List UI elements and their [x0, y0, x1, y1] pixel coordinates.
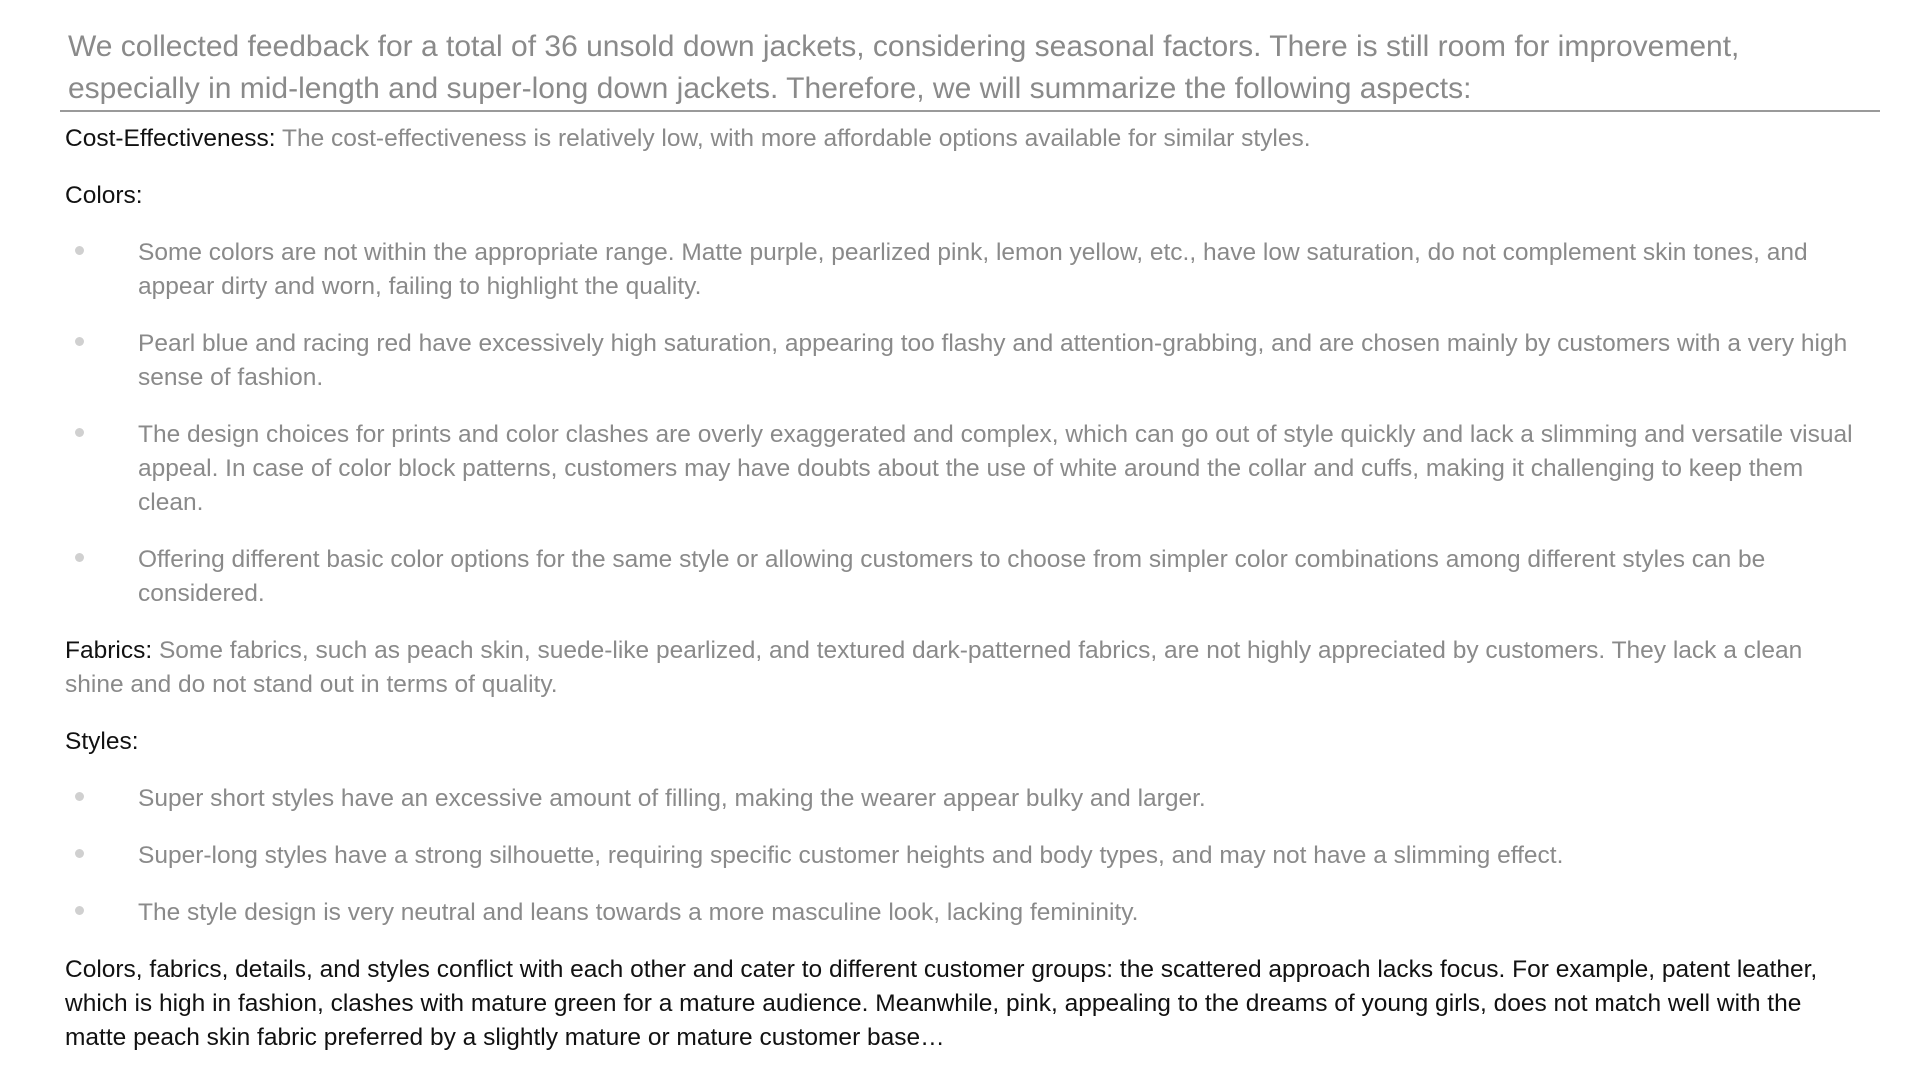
fabrics-text: Some fabrics, such as peach skin, suede-like pearlized, and textured dark-patterned fabrics, are not highly appreciated by customers. They lack a clean shine and do not stand out in terms of quality. — [65, 637, 1803, 698]
colors-item-text: Offering different basic color options for the same style or allowing customers to choose from simpler color combinations among different styles can be considered. — [138, 546, 1766, 607]
list-item — [65, 236, 1860, 304]
feedback-content — [65, 122, 1860, 1078]
list-item — [65, 418, 1860, 520]
bullet-dot-icon — [75, 553, 84, 562]
list-item — [65, 839, 1860, 873]
colors-label: Colors: — [65, 182, 143, 209]
cost-effectiveness-text: The cost-effectiveness is relatively low, with more affordable options available for similar styles. — [275, 125, 1311, 152]
summary-heading: We collected feedback for a total of 36 unsold down jackets, considering seasonal factors. There is still room for improvement, especially in mid-length and super-long down jackets. Therefore, we will summarize the following aspects: — [68, 30, 1740, 105]
bullet-dot-icon — [75, 428, 84, 437]
bullet-dot-icon — [75, 246, 84, 255]
colors-list — [65, 236, 1860, 611]
colors-item-text: Pearl blue and racing red have excessively high saturation, appearing too flashy and attention-grabbing, and are chosen mainly by customers with a very high sense of fashion. — [138, 330, 1848, 391]
colors-label-paragraph — [65, 179, 1860, 213]
fabrics-label: Fabrics: — [65, 637, 153, 664]
bullet-dot-icon — [75, 849, 84, 858]
styles-label-paragraph — [65, 725, 1860, 759]
bullet-dot-icon — [75, 792, 84, 801]
list-item — [65, 543, 1860, 611]
heading-divider — [60, 110, 1880, 112]
colors-item-text: Some colors are not within the appropriate range. Matte purple, pearlized pink, lemon yellow, etc., have low saturation, do not complement skin tones, and appear dirty and worn, failing to highlight the quality. — [138, 239, 1808, 300]
bullet-dot-icon — [75, 337, 84, 346]
styles-label: Styles: — [65, 728, 139, 755]
list-item — [65, 782, 1860, 816]
list-item — [65, 327, 1860, 395]
list-item — [65, 896, 1860, 930]
styles-item-text: The style design is very neutral and leans towards a more masculine look, lacking femininity. — [138, 899, 1139, 926]
cost-effectiveness-paragraph — [65, 122, 1860, 156]
colors-item-text: The design choices for prints and color clashes are overly exaggerated and complex, which can go out of style quickly and lack a slimming and versatile visual appeal. In case of color block patterns, customers may have doubts about the use of white around the collar and cuffs, making it challenging to keep them clean. — [138, 421, 1853, 516]
conclusion-paragraph: Colors, fabrics, details, and styles conflict with each other and cater to different customer groups: the scattered approach lacks focus. For example, patent leather, which is high in fashion, clashes with mature green for a mature audience. Meanwhile, pink, appealing to the dreams of young girls, does not match well with the matte peach skin fabric preferred by a slightly mature or mature customer base… — [65, 956, 1818, 1051]
cost-effectiveness-label: Cost-Effectiveness: — [65, 125, 276, 152]
bullet-dot-icon — [75, 906, 84, 915]
fabrics-paragraph — [65, 634, 1860, 702]
styles-list — [65, 782, 1860, 930]
styles-item-text: Super short styles have an excessive amount of filling, making the wearer appear bulky and larger. — [138, 785, 1206, 812]
styles-item-text: Super-long styles have a strong silhouette, requiring specific customer heights and body types, and may not have a slimming effect. — [138, 842, 1564, 869]
